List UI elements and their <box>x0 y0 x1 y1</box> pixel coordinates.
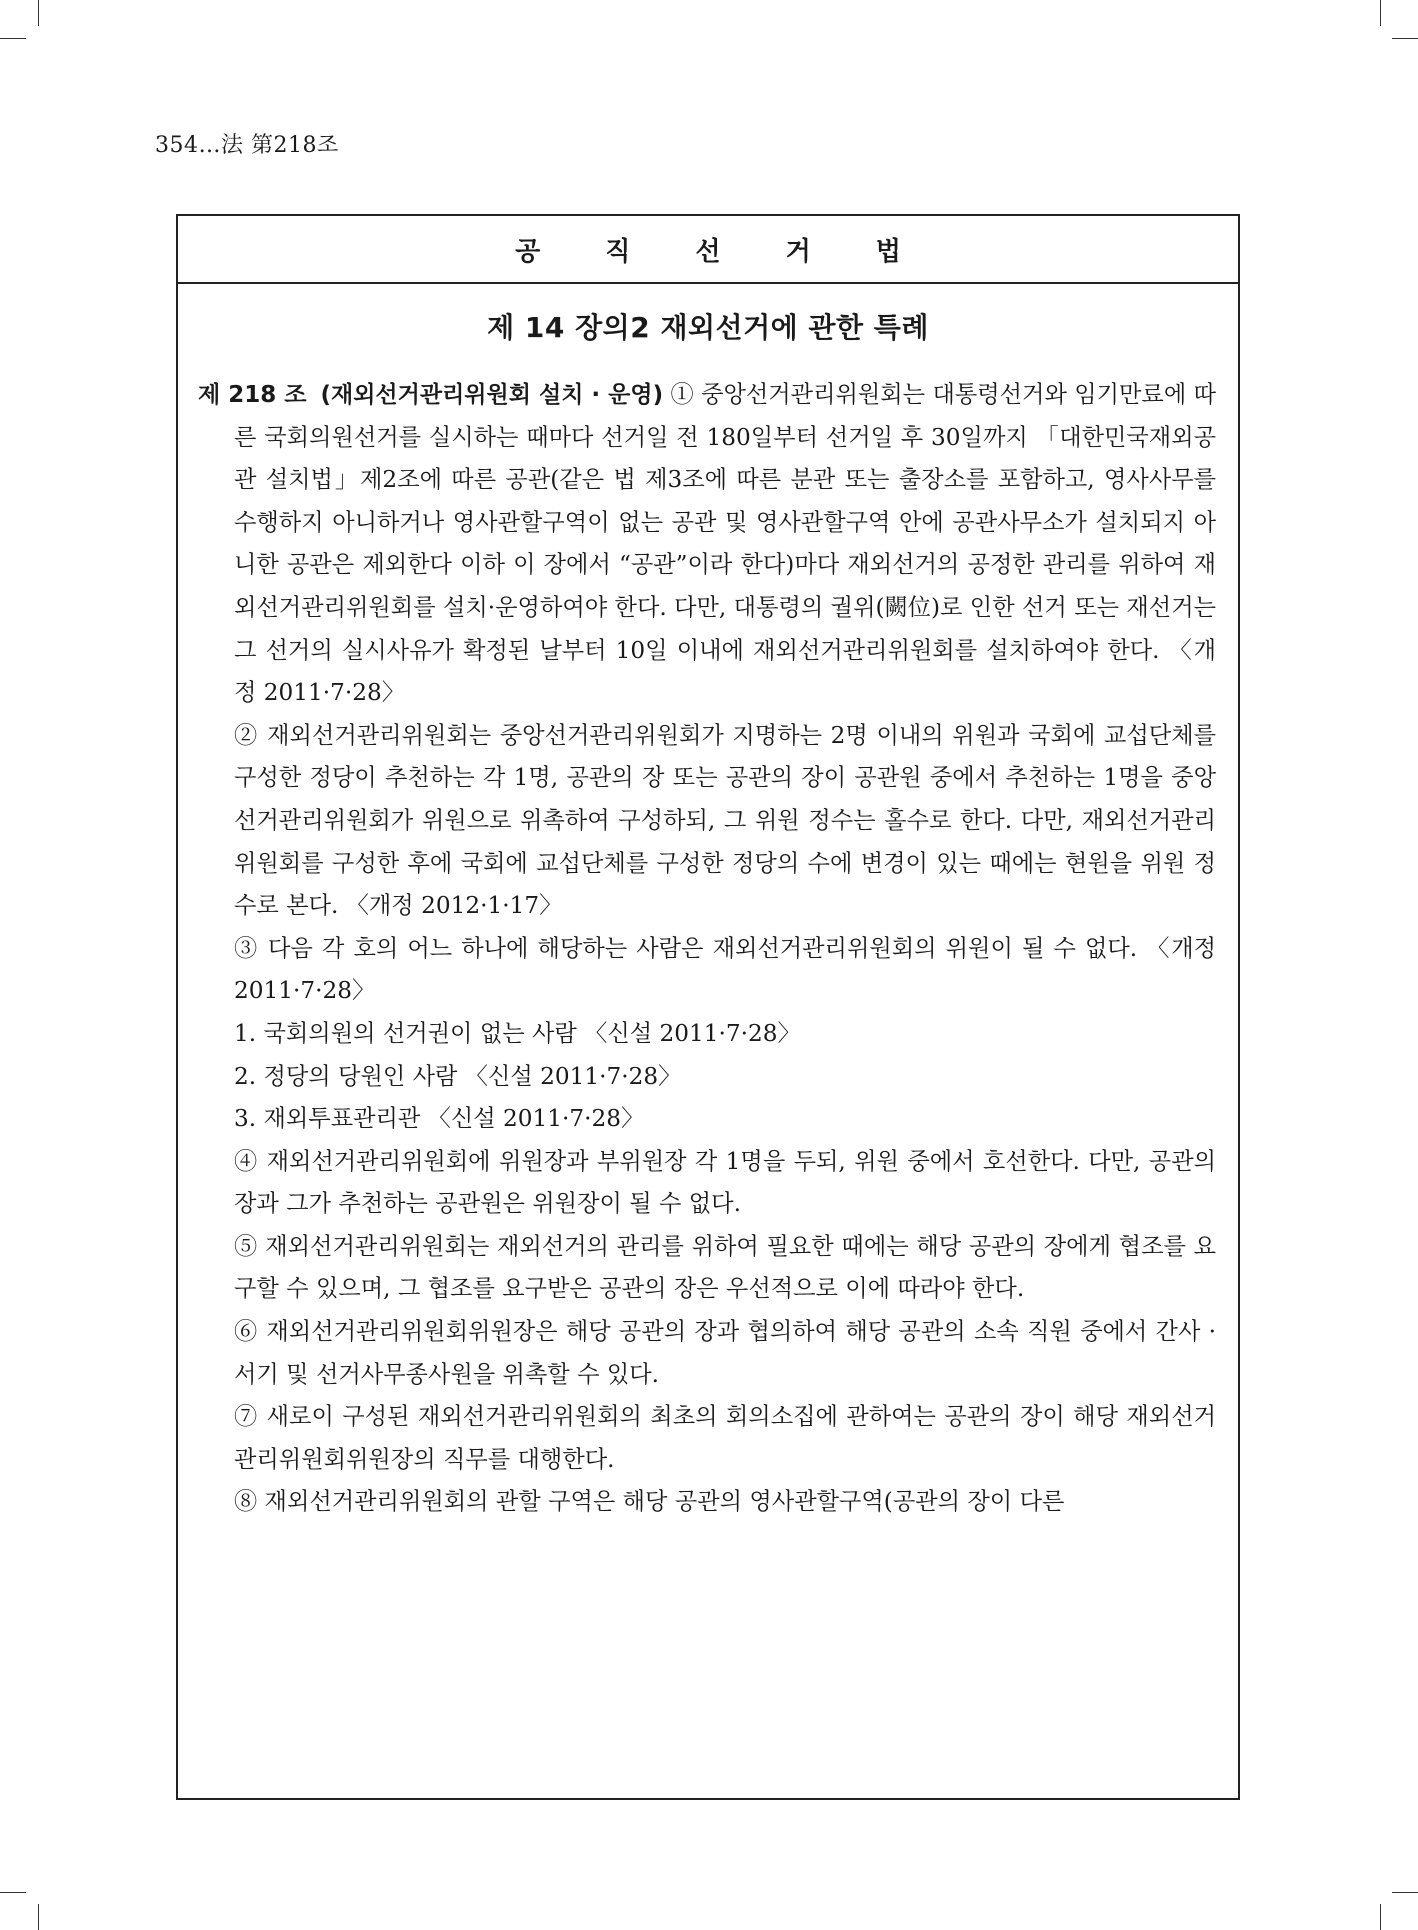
paragraph-4: ④ 재외선거관리위원회에 위원장과 부위원장 각 1명을 두되, 위원 중에서 호선한다. 다만, 공관의 장과 그가 추천하는 공관원은 위원장이 될 수 없다. <box>234 1147 1216 1218</box>
chapter-title: 제 14 장의2 재외선거에 관한 특례 <box>487 311 929 344</box>
crop-mark <box>38 0 39 26</box>
law-title: 공 직 선 거 법 <box>515 236 929 267</box>
paragraph-5: ⑤ 재외선거관리위원회는 재외선거의 관리를 위하여 필요한 때에는 해당 공관의 장에게 협조를 요구할 수 있으며, 그 협조를 요구받은 공관의 장은 우선적으로 이에 따라야 한다. <box>234 1232 1216 1303</box>
crop-mark <box>0 1892 26 1893</box>
article-218 <box>198 374 1216 1524</box>
crop-mark <box>1380 1904 1381 1930</box>
paragraph-3 <box>198 928 1216 1013</box>
article-number: 제 218 조 <box>198 382 307 408</box>
crop-mark <box>1380 0 1381 26</box>
crop-mark <box>1392 38 1418 39</box>
list-item: 3. 재외투표관리관 〈신설 2011·7·28〉 <box>234 1105 645 1133</box>
list-item: 1. 국회의원의 선거권이 없는 사람 〈신설 2011·7·28〉 <box>234 1019 801 1047</box>
amendment-note: 〈개정 2011·7·28〉 <box>234 636 1216 707</box>
crop-mark <box>0 38 26 39</box>
paragraph-1 <box>198 374 1216 715</box>
crop-mark <box>1392 1892 1418 1893</box>
article-heading <box>198 382 663 408</box>
paragraph-2 <box>198 715 1216 928</box>
paragraph-text: ③ 다음 각 호의 어느 하나에 해당하는 사람은 재외선거관리위원회의 위원이 될 수 없다. <box>234 934 1138 962</box>
running-head: 354…法 第218조 <box>155 133 339 158</box>
amendment-note: 〈개정 2012·1·17〉 <box>345 892 563 920</box>
crop-mark <box>38 1904 39 1930</box>
paragraph-7: ⑦ 새로이 구성된 재외선거관리위원회의 최초의 회의소집에 관하여는 공관의 장이 해당 재외선거관리위원회위원장의 직무를 대행한다. <box>234 1403 1216 1473</box>
law-text-box <box>176 214 1240 1800</box>
paragraph-8: ⑧ 재외선거관리위원회의 관할 구역은 해당 공관의 영사관할구역(공관의 장이 다른 <box>234 1488 1065 1516</box>
paragraph-text: ② 재외선거관리위원회는 중앙선거관리위원회가 지명하는 2명 이내의 위원과 국회에 교섭단체를 구성한 정당이 추천하는 각 1명, 공관의 장 또는 공관의 장이 공관원 중에서 추천하는 1명을 중앙선거관리위원회가 위원으로 위촉하여 구성하되, 그 위원 정수는 홀수로 한다. 다만, 재외선거관리위원회를 구성한 후에 국회에 교섭단체를 구성한 정당의 수에 변경이 있는 때에는 현원을 위원 정수로 본다. <box>234 721 1216 920</box>
paragraph-text: ① 중앙선거관리위원회는 대통령선거와 임기만료에 따른 국회의원선거를 실시하는 때마다 선거일 전 180일부터 선거일 후 30일까지 「대한민국재외공관 설치법」제2조에 따른 공관(같은 법 제3조에 따른 분관 또는 출장소를 포함하고, 영사사무를 수행하지 아니하거나 영사관할구역이 없는 공관 및 영사관할구역 안에 공관사무소가 설치되지 아니한 공관은 제외한다 이하 이 장에서 “공관”이라 한다)마다 재외선거의 공정한 관리를 위하여 재외선거관리위원회를 설치·운영하여야 한다. 다만, 대통령의 궐위(闕位)로 인한 선거 또는 재선거는 그 선거의 실시사유가 확정된 날부터 10일 이내에 재외선거관리위원회를 설치하여야 한다. <box>234 381 1216 664</box>
law-title-row <box>178 216 1238 284</box>
list-item: 2. 정당의 당원인 사람 〈신설 2011·7·28〉 <box>234 1062 682 1090</box>
article-title: (재외선거관리위원회 설치 · 운영) <box>320 382 664 408</box>
paragraph-6: ⑥ 재외선거관리위원회위원장은 해당 공관의 장과 협의하여 해당 공관의 소속 직원 중에서 간사 · 서기 및 선거사무종사원을 위촉할 수 있다. <box>234 1318 1216 1388</box>
amendment-note: 〈개정 2011·7·28〉 <box>234 934 1216 1005</box>
